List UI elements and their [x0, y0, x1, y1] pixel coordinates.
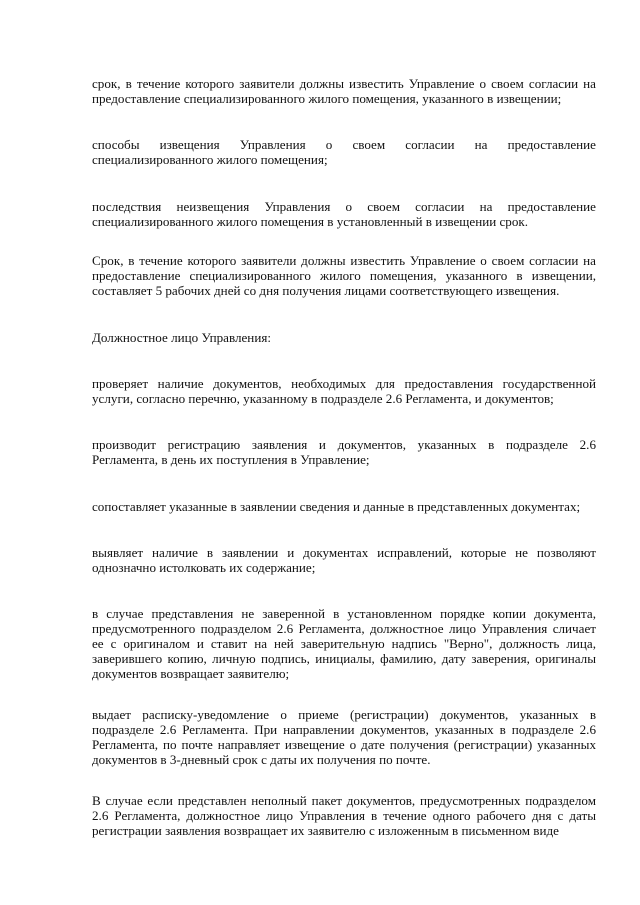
paragraph-incomplete-package: В случае если представлен неполный пакет документов, предусмотренных подразделом 2.6 Регламента, должностное лицо Управления в течение одного рабочего дня с даты регистрации заявления возвращает их заявителю с изложенным в письменном виде [92, 793, 596, 838]
paragraph-compares-data: сопоставляет указанные в заявлении сведения и данные в представленных документах; [92, 499, 581, 514]
paragraph-official-heading: Должностное лицо Управления: [92, 330, 271, 345]
paragraph-detects-corrections: выявляет наличие в заявлении и документах исправлений, которые не позволяют однозначно истолковать их содержание; [92, 545, 596, 575]
paragraph-notification-methods: способы извещения Управления о своем согласии на предоставление специализированного жилого помещения; [92, 137, 596, 167]
paragraph-non-notification: последствия неизвещения Управления о своем согласии на предоставление специализированного жилого помещения в установленный в извещении срок. [92, 199, 596, 229]
paragraph-issues-receipt: выдает расписку-уведомление о приеме (регистрации) документов, указанных в подразделе 2.6 Регламента. При направлении документов, указанных в подразделе 2.6 Регламента, по почте направляет извещение о дате получения (регистрации) указанных документов в 3-дневный срок с даты их получения по почте. [92, 707, 596, 767]
paragraph-checks-documents: проверяет наличие документов, необходимых для предоставления государственной услуги, согласно перечню, указанному в подразделе 2.6 Регламента, и документов; [92, 376, 596, 406]
paragraph-registers-application: производит регистрацию заявления и документов, указанных в подразделе 2.6 Регламента, в день их поступления в Управление; [92, 437, 596, 467]
paragraph-certifies-copy: в случае представления не заверенной в установленном порядке копии документа, предусмотренного подразделом 2.6 Регламента, должностное лицо Управления сличает ее с оригиналом и ставит на ней заверительную надпись "Верно", должность лица, заверившего копию, личную подпись, инициалы, фамилию, дату заверения, оригиналы документов возвращает заявителю; [92, 606, 596, 681]
paragraph-deadline-duration: Срок, в течение которого заявители должны известить Управление о своем согласии на предоставление специализированного жилого помещения, указанного в извещении, составляет 5 рабочих дней со дня получения лицами соответствующего извещения. [92, 253, 596, 298]
paragraph-deadline-notice: срок, в течение которого заявители должны известить Управление о своем согласии на предоставление специализированного жилого помещения, указанного в извещении; [92, 76, 596, 106]
